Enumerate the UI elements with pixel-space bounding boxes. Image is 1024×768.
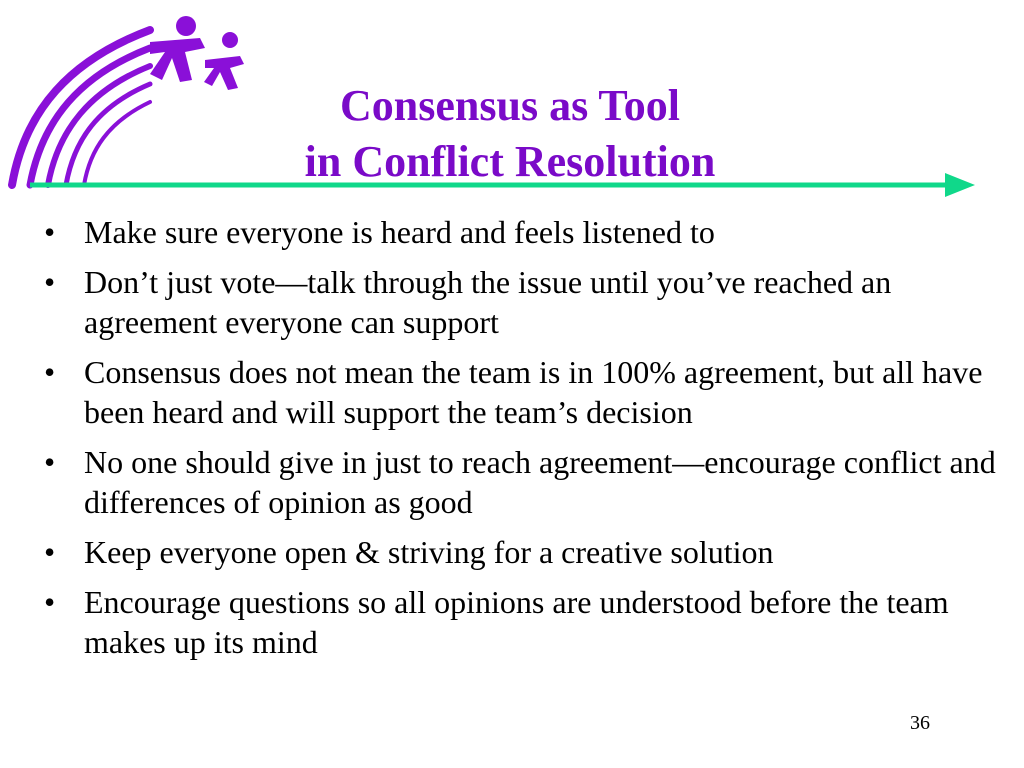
list-item [40, 212, 1000, 252]
page-number: 36 [910, 712, 930, 734]
bullet-dot: • [44, 584, 56, 620]
bullet-dot: • [44, 534, 56, 570]
bullet-text: Encourage questions so all opinions are understood before the team makes up its mind [84, 584, 949, 660]
list-item [40, 532, 1000, 572]
bullet-text: Keep everyone open & striving for a creative solution [84, 534, 774, 570]
bullet-dot: • [44, 354, 56, 390]
bullet-text: Don’t just vote—talk through the issue until you’ve reached an agreement everyone can support [84, 264, 892, 340]
bullet-dot: • [44, 264, 56, 300]
title-line-2: in Conflict Resolution [304, 137, 716, 186]
bullet-text: Consensus does not mean the team is in 100% agreement, but all have been heard and will support the team’s decision [84, 354, 983, 430]
people-rainbow-logo-icon [0, 0, 260, 190]
list-item [40, 352, 1000, 432]
arrow-right-icon [30, 170, 980, 200]
bullet-list [40, 212, 1000, 672]
bullet-text: Make sure everyone is heard and feels listened to [84, 214, 715, 250]
list-item [40, 442, 1000, 522]
bullet-text: No one should give in just to reach agreement—encourage conflict and differences of opinion as good [84, 444, 996, 520]
bullet-dot: • [44, 444, 56, 480]
list-item [40, 262, 1000, 342]
list-item [40, 582, 1000, 662]
title-line-1: Consensus as Tool [340, 81, 680, 130]
bullet-dot: • [44, 214, 56, 250]
